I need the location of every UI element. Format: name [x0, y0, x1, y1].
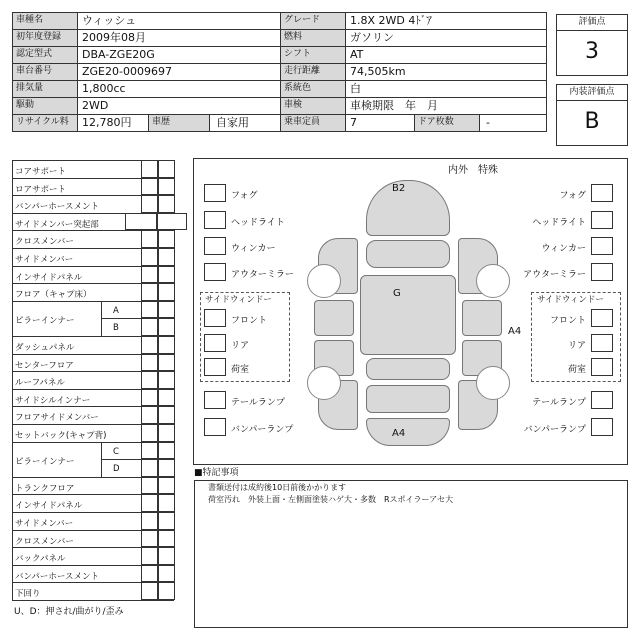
hdr-label: 駆動 — [16, 100, 35, 110]
part-check-box — [141, 547, 158, 565]
lamp-check-right[interactable] — [591, 184, 613, 202]
part-check-box — [158, 160, 175, 178]
pillar-sub-label: C — [113, 446, 119, 457]
side-window-check-left[interactable] — [204, 334, 226, 352]
car-windshield — [366, 240, 450, 268]
part-check-box — [141, 494, 158, 512]
notes-line1: 書類送付は成約後10日前後かかります — [208, 483, 347, 492]
hdr-value: 2009年08月 — [82, 31, 146, 44]
part-row — [12, 424, 174, 442]
part-name: バンパーホースメント — [15, 571, 99, 582]
side-window-item-left: リア — [231, 341, 250, 351]
part-name: サイドメンバー — [15, 255, 74, 265]
part-check-box — [141, 442, 158, 460]
part-check-box — [125, 213, 157, 231]
hdr-value: 車検期限 年 月 — [350, 99, 438, 112]
part-row — [12, 160, 174, 178]
hdr-label: シフト — [284, 49, 312, 59]
rear-lamp-check-left[interactable] — [204, 391, 226, 409]
part-name: ロアサポート — [15, 184, 67, 195]
part-row — [12, 248, 174, 266]
part-check-box — [141, 336, 158, 354]
wheel-rear-right — [476, 366, 510, 400]
wheel-front-right — [476, 264, 510, 298]
part-row — [12, 494, 174, 512]
side-window-check-right[interactable] — [591, 309, 613, 327]
part-check-box — [158, 301, 175, 319]
part-row — [12, 230, 174, 248]
part-check-box — [158, 195, 175, 213]
part-check-box — [158, 266, 175, 284]
rear-lamp-label-right: バンパーランプ — [523, 425, 586, 435]
part-check-box — [141, 512, 158, 530]
lamp-label-right: ヘッドライト — [532, 218, 586, 228]
lamp-check-left[interactable] — [204, 237, 226, 255]
rear-lamp-check-left[interactable] — [204, 418, 226, 436]
part-name: サイドメンバー突起部 — [15, 219, 99, 230]
part-row — [12, 530, 174, 548]
part-check-box — [141, 477, 158, 495]
part-check-box — [141, 318, 158, 336]
hdr-value: ZGE20-0009697 — [82, 65, 172, 78]
part-check-box — [158, 494, 175, 512]
part-check-box — [141, 301, 158, 319]
part-row — [12, 283, 174, 301]
hdr-label: 排気量 — [16, 83, 44, 93]
hdr-value: 1.8X 2WD 4ﾄﾞｱ — [350, 14, 432, 27]
part-row — [12, 582, 174, 600]
wheel-front-left — [307, 264, 341, 298]
lamp-check-left[interactable] — [204, 211, 226, 229]
car-rear-bumper — [366, 418, 450, 446]
score-label: 評価点 — [557, 18, 627, 31]
part-name: ピラーインナー — [15, 457, 75, 468]
part-check-box — [141, 266, 158, 284]
part-name: コアサポート — [15, 167, 67, 177]
part-check-box — [158, 389, 175, 407]
part-check-box — [141, 354, 158, 372]
parts-footnote: U、D：押され/曲がり/歪み — [14, 607, 124, 617]
lamp-check-right[interactable] — [591, 263, 613, 281]
part-name: トランクフロア — [15, 483, 75, 494]
part-name: セットバック(キャプ背) — [15, 431, 107, 441]
part-check-box — [141, 582, 158, 600]
part-check-box — [141, 406, 158, 424]
hdr-label: 車検 — [284, 100, 303, 110]
part-row — [12, 336, 174, 354]
hdr-label: 認定型式 — [16, 49, 53, 59]
part-row — [12, 354, 174, 372]
rear-lamp-label-left: バンパーランプ — [231, 425, 294, 435]
rear-lamp-check-right[interactable] — [591, 391, 613, 409]
mark-a4-bottom: A4 — [392, 428, 406, 439]
pillar-sub-label: A — [113, 305, 119, 316]
part-row — [12, 406, 174, 424]
side-window-check-left[interactable] — [204, 358, 226, 376]
history-label: 車歴 — [152, 117, 171, 127]
part-check-box — [158, 459, 175, 477]
hdr-value: 白 — [350, 82, 361, 95]
hdr-value: 74,505km — [350, 65, 406, 78]
mark-a4-right: A4 — [508, 326, 522, 337]
interior-score-label: 内装評価点 — [557, 88, 627, 101]
mark-g: G — [393, 288, 401, 299]
notes-title: ■特記事項 — [194, 468, 239, 478]
part-name: ピラーインナー — [15, 316, 75, 327]
part-check-box — [158, 530, 175, 548]
part-check-box — [158, 582, 175, 600]
part-name: ルーフパネル — [15, 378, 65, 389]
side-window-check-right[interactable] — [591, 358, 613, 376]
rear-lamp-label-right: テールランプ — [532, 398, 586, 408]
side-window-item-right: フロント — [549, 316, 586, 326]
car-roof — [360, 275, 456, 355]
lamp-label-left: ヘッドライト — [231, 218, 285, 228]
interior-score-box — [556, 84, 628, 146]
part-row — [12, 195, 174, 213]
part-check-box — [141, 230, 158, 248]
part-check-box — [158, 442, 175, 460]
part-check-box — [141, 195, 158, 213]
rear-lamp-label-left: テールランプ — [231, 398, 285, 408]
car-right-front-door — [462, 300, 502, 336]
part-check-box — [158, 512, 175, 530]
part-check-box — [158, 230, 175, 248]
hdr-label: 車種名 — [16, 15, 44, 25]
lamp-label-right: ウィンカー — [541, 244, 586, 254]
part-name: バックパネル — [15, 554, 66, 565]
part-row — [12, 266, 174, 284]
side-window-check-left[interactable] — [204, 309, 226, 327]
hdr-value: 1,800cc — [82, 82, 126, 95]
doors-label: ドア枚数 — [418, 117, 454, 127]
part-check-box — [158, 424, 175, 442]
part-name: フロア（キャプ床） — [15, 290, 92, 301]
car-trunk — [366, 385, 450, 413]
lamp-check-right[interactable] — [591, 237, 613, 255]
part-name: クロスメンバー — [15, 536, 74, 547]
hdr-value: ガソリン — [350, 31, 394, 44]
part-name: フロアサイドメンバー — [15, 413, 99, 424]
vehicle-info-table — [12, 12, 547, 148]
part-check-box — [158, 283, 175, 301]
part-check-box — [158, 565, 175, 583]
part-check-box — [158, 354, 175, 372]
car-rear-window — [366, 358, 450, 380]
part-check-box — [141, 248, 158, 266]
lamp-label-left: フォグ — [231, 191, 258, 201]
recycle-label: リサイクル料 — [16, 117, 69, 127]
part-check-box — [141, 389, 158, 407]
wheel-rear-left — [307, 366, 341, 400]
part-name: センターフロア — [15, 360, 74, 371]
mark-b2: B2 — [392, 183, 406, 194]
part-check-box — [158, 547, 175, 565]
hdr-label: 初年度登録 — [16, 32, 62, 42]
hdr-value: 2WD — [82, 99, 109, 112]
part-check-box — [141, 565, 158, 583]
side-window-left-label: サイドウィンドー — [205, 295, 272, 305]
pillar-inner-row — [12, 442, 174, 477]
side-window-check-right[interactable] — [591, 334, 613, 352]
doors-value: - — [486, 116, 490, 129]
pillar-sub-label: D — [113, 464, 120, 475]
recycle-value: 12,780円 — [82, 116, 132, 129]
part-check-box — [141, 178, 158, 196]
part-name: クロスメンバー — [15, 237, 74, 248]
part-check-box — [158, 406, 175, 424]
side-window-item-left: フロント — [231, 316, 268, 326]
hdr-label: 車台番号 — [16, 66, 53, 76]
part-name: インサイドパネル — [15, 272, 83, 283]
score-box — [556, 14, 628, 76]
part-check-box — [158, 336, 175, 354]
capacity-label: 乗車定員 — [284, 117, 321, 127]
history-value: 自家用 — [216, 116, 249, 129]
part-row — [12, 512, 174, 530]
part-check-box — [158, 318, 175, 336]
part-check-box — [158, 477, 175, 495]
hdr-value: AT — [350, 48, 364, 61]
part-name: 下回り — [15, 589, 41, 600]
side-window-right-label: サイドウィンドー — [537, 295, 604, 305]
hdr-label: グレード — [284, 15, 321, 25]
part-check-box — [157, 213, 187, 231]
hdr-value: ウィッシュ — [82, 14, 137, 27]
part-row — [12, 371, 174, 389]
hdr-label: 燃料 — [284, 32, 303, 42]
hdr-label: 系統色 — [284, 83, 312, 93]
part-check-box — [141, 371, 158, 389]
part-name: バンパーホースメント — [15, 202, 99, 213]
lamp-check-right[interactable] — [591, 211, 613, 229]
part-row — [12, 477, 174, 495]
interior-score-value: B — [584, 109, 600, 134]
part-check-box — [141, 530, 158, 548]
part-row — [12, 213, 174, 231]
part-row — [12, 178, 174, 196]
lamp-label-left: ウィンカー — [231, 244, 276, 254]
part-name: サイドメンバー — [15, 519, 74, 529]
lamp-label-left: アウターミラー — [231, 270, 294, 280]
notes-line2: 荷室汚れ 外装上面・左側面塗装ハゲ大・多数 Rスポイラーアセ大 — [208, 495, 454, 504]
parts-bottom-border — [12, 600, 174, 601]
part-check-box — [158, 371, 175, 389]
part-row — [12, 565, 174, 583]
pillar-inner-row — [12, 301, 174, 336]
lamp-check-left[interactable] — [204, 263, 226, 281]
part-row — [12, 547, 174, 565]
side-window-item-left: 荷室 — [231, 365, 250, 375]
lamp-check-left[interactable] — [204, 184, 226, 202]
part-check-box — [141, 160, 158, 178]
pillar-sub-label: B — [113, 323, 119, 334]
capacity-value: 7 — [350, 116, 357, 129]
score-value: 3 — [585, 39, 599, 64]
side-window-item-right: 荷室 — [567, 365, 586, 375]
rear-lamp-check-right[interactable] — [591, 418, 613, 436]
part-row — [12, 389, 174, 407]
part-check-box — [158, 248, 175, 266]
hdr-label: 走行距離 — [284, 66, 321, 76]
part-check-box — [141, 459, 158, 477]
diagram-title: 内外 特殊 — [448, 165, 498, 176]
side-window-item-right: リア — [567, 341, 586, 351]
car-left-front-door — [314, 300, 354, 336]
lamp-label-right: フォグ — [559, 191, 586, 201]
part-check-box — [158, 178, 175, 196]
part-name: ダッシュパネル — [15, 343, 75, 353]
part-check-box — [141, 283, 158, 301]
hdr-value: DBA-ZGE20G — [82, 48, 155, 61]
part-name: インサイドパネル — [15, 501, 83, 512]
part-check-box — [141, 424, 158, 442]
part-name: サイドシルインナー — [15, 395, 91, 406]
lamp-label-right: アウターミラー — [523, 270, 586, 280]
